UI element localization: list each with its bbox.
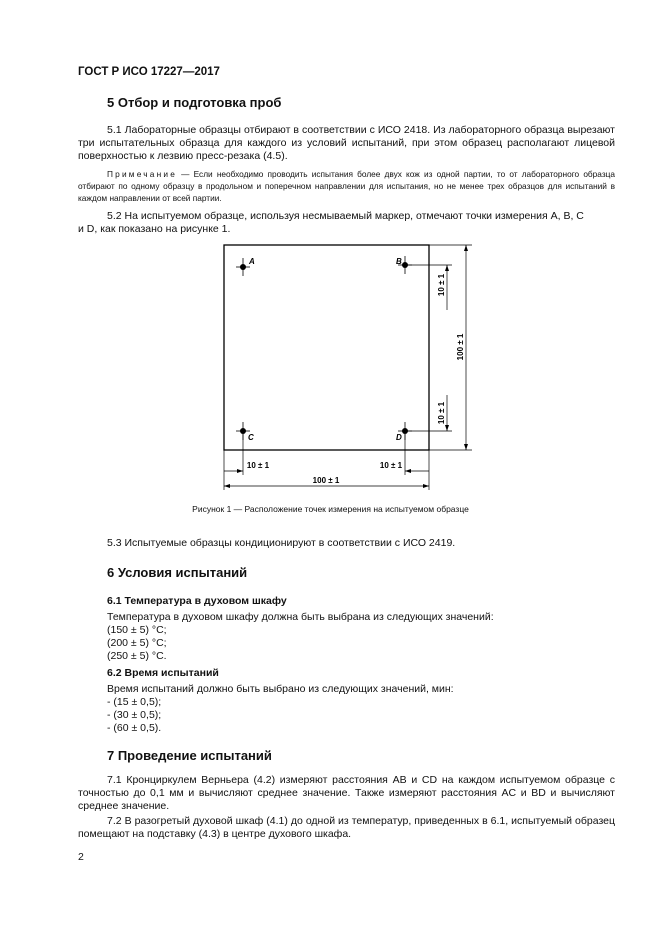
subsection-6-1-title: 6.1 Температура в духовом шкафу: [107, 595, 287, 607]
temperature-option-150: (150 ± 5) °С;: [107, 624, 167, 636]
point-label-a: A: [249, 257, 255, 266]
measurement-point-a: [236, 257, 255, 276]
paragraph-5-2-line1: 5.2 На испытуемом образце, используя несмываемый маркер, отмечают точки измерения A, B, C: [107, 210, 584, 222]
time-option-30: - (30 ± 0,5);: [107, 709, 162, 721]
dim-label-d-bottom: 10 ± 1: [437, 401, 446, 425]
note-label: Примечание: [107, 169, 178, 179]
temperature-option-200: (200 ± 5) °С;: [107, 637, 167, 649]
specimen-square: [224, 245, 429, 450]
time-option-15: - (15 ± 0,5);: [107, 696, 162, 708]
paragraph-5-2-line2: и D, как показано на рисунке 1.: [78, 223, 231, 235]
paragraph-5-1: 5.1 Лабораторные образцы отбирают в соответствии с ИСО 2418. Из лабораторного образца вырезают три испытательных образца для каждого из условий испытаний, при этом образец располагают лицевой поверхностью к лезвию пресс-резака (4.5).: [78, 124, 615, 162]
subsection-6-2-intro: Время испытаний должно быть выбрано из следующих значений, мин:: [107, 683, 454, 695]
dim-label-b-top: 10 ± 1: [437, 273, 446, 297]
dim-label-c-left: 10 ± 1: [246, 461, 270, 470]
temperature-option-250: (250 ± 5) °С.: [107, 650, 167, 662]
paragraph-5-3: 5.3 Испытуемые образцы кондиционируют в соответствии с ИСО 2419.: [107, 537, 456, 549]
dim-label-horizontal-total: 100 ± 1: [312, 476, 340, 485]
point-label-d: D: [396, 433, 402, 442]
point-label-b: B: [396, 257, 402, 266]
measurement-point-c: [236, 422, 254, 442]
section-5-title: 5 Отбор и подготовка проб: [107, 95, 282, 110]
dim-label-vertical-total: 100 ± 1: [456, 333, 465, 361]
section-6-title: 6 Условия испытаний: [107, 565, 248, 580]
figure-caption: Рисунок 1 — Расположение точек измерения на испытуемом образце: [192, 504, 469, 514]
subsection-6-1-intro: Температура в духовом шкафу должна быть выбрана из следующих значений:: [107, 611, 494, 623]
section-7-title: 7 Проведение испытаний: [107, 748, 272, 763]
document-header: ГОСТ Р ИСО 17227—2017: [78, 66, 220, 78]
dim-label-d-right: 10 ± 1: [379, 461, 403, 470]
paragraph-7-2: 7.2 В разогретый духовой шкаф (4.1) до одной из температур, приведенных в 6.1, испытуемый образец помещают на подставку (4.3) в центре духового шкафа.: [78, 815, 615, 840]
note-text: — Если необходимо проводить испытания более двух кож из одной партии, то от лабораторного образца отбирают по одному образцу в продольном и поперечном направлении для испытания, но не менее трех образцов для испытаний в каждом направлении от всей партии.: [78, 169, 615, 203]
point-label-c: C: [248, 433, 254, 442]
paragraph-7-1: 7.1 Кронциркулем Верньера (4.2) измеряют расстояния AB и CD на каждом испытуемом образце с точностью до 0,1 мм и вычисляют среднее значение. Также измеряют расстояния AC и BD и вычисляют среднее значение.: [78, 774, 615, 812]
page-number: 2: [78, 851, 84, 863]
subsection-6-2-title: 6.2 Время испытаний: [107, 667, 219, 679]
time-option-60: - (60 ± 0,5).: [107, 722, 162, 734]
measurement-point-d: [396, 422, 412, 442]
